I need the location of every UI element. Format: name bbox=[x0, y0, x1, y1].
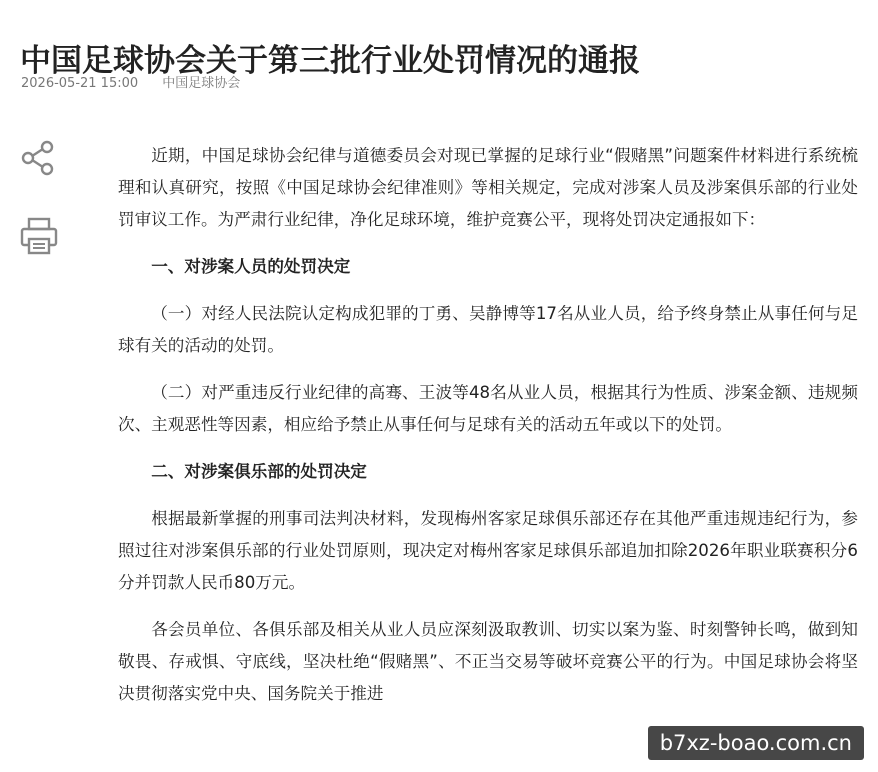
intro-paragraph: 近期，中国足球协会纪律与道德委员会对现已掌握的足球行业“假赌黑”问题案件材料进行系统梳理和认真研究，按照《中国足球协会纪律准则》等相关规定，完成对涉案人员及涉案俱乐部的行业处罚审议工作。为严肃行业纪律，净化足球环境，维护竞赛公平，现将处罚决定通报如下： bbox=[118, 146, 858, 229]
article-source: 中国足球协会 bbox=[162, 76, 241, 91]
article-body bbox=[118, 140, 858, 725]
watermark: b7xz-boao.com.cn bbox=[648, 726, 864, 760]
closing-paragraph: 各会员单位、各俱乐部及相关从业人员应深刻汲取教训、切实以案为鉴、时刻警钟长鸣，做到知敬畏、存戒惧、守底线，坚决杜绝“假赌黑”、不正当交易等破坏竞赛公平的行为。中国足球协会将坚决贯彻落实党中央、国务院关于推进 bbox=[118, 620, 858, 703]
club-penalty-paragraph: 根据最新掌握的刑事司法判决材料，发现梅州客家足球俱乐部还存在其他严重违规违纪行为，参照过往对涉案俱乐部的行业处罚原则，现决定对梅州客家足球俱乐部追加扣除2026年职业联赛积分6分并罚款人民币80万元。 bbox=[118, 509, 858, 592]
publish-date: 2026-05-21 15:00 bbox=[21, 76, 139, 91]
section-heading-clubs: 二、对涉案俱乐部的处罚决定 bbox=[151, 462, 367, 481]
article-title: 中国足球协会关于第三批行业处罚情况的通报 bbox=[20, 42, 640, 79]
side-toolbar bbox=[19, 138, 61, 294]
section-item-lifetime-ban: （一）对经人民法院认定构成犯罪的丁勇、吴静博等17名从业人员，给予终身禁止从事任何与足球有关的活动的处罚。 bbox=[118, 304, 858, 355]
section-item-five-year-ban: （二）对严重违反行业纪律的高骞、王波等48名从业人员，根据其行为性质、涉案金额、违规频次、主观恶性等因素，相应给予禁止从事任何与足球有关的活动五年或以下的处罚。 bbox=[118, 383, 858, 434]
article-meta bbox=[21, 72, 240, 91]
print-icon[interactable] bbox=[19, 216, 59, 256]
section-heading-persons: 一、对涉案人员的处罚决定 bbox=[151, 257, 351, 276]
share-icon[interactable] bbox=[19, 138, 59, 178]
